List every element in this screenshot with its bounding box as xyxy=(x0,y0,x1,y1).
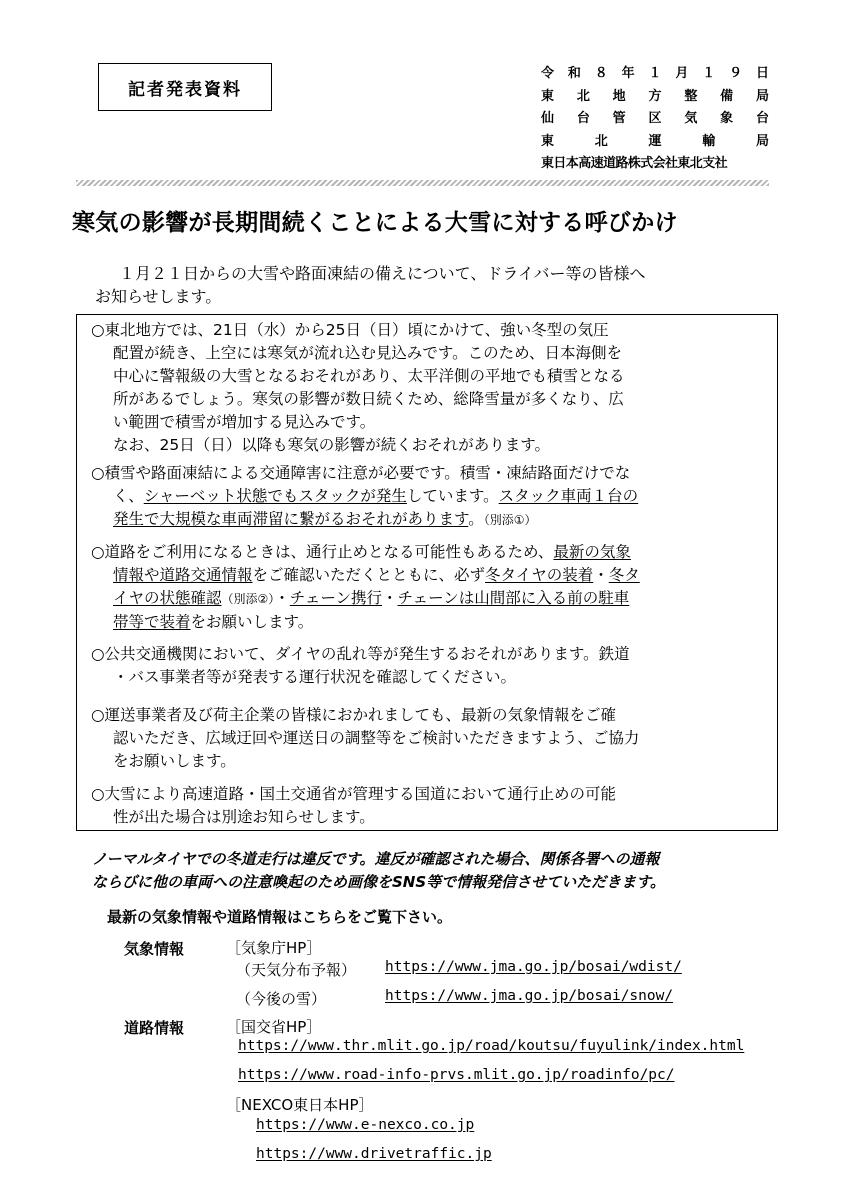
notice-3-emphasis: チェーンは山間部に入る前の駐車 xyxy=(397,589,630,607)
attachment-2-note: （別添②） xyxy=(221,592,275,606)
snow-link[interactable]: https://www.jma.go.jp/bosai/snow/ xyxy=(385,988,674,1004)
notice-1-line-5: い範囲で積雪が増加する見込みです。 xyxy=(113,413,376,431)
notice-2-emphasis-congestion: 発生で大規模な車両滞留に繋がるおそれがあります xyxy=(113,510,469,528)
notice-5-line-2: 認いただき、広域迂回や運送日の調整等をご検討いただきますよう、ご協力 xyxy=(113,729,640,747)
tire-violation-warning xyxy=(92,848,772,894)
notice-4-line-1: ○公共交通機関において、ダイヤの乱れ等が発生するおそれがあります。鉄道 xyxy=(91,645,630,663)
issuer-2: 仙台管区気象台 xyxy=(541,111,769,126)
notice-5-line-1: ○運送事業者及び荷主企業の皆様におかれましても、最新の気象情報をご確 xyxy=(91,706,617,724)
attachment-1-note: （別添①） xyxy=(483,513,537,527)
notice-3-emphasis: 情報や道路交通情報 xyxy=(113,566,253,584)
mlit-roadinfo-link[interactable]: https://www.road-info-prvs.mlit.go.jp/roadinfo/pc/ xyxy=(238,1067,675,1083)
notice-5-line-3: をお願いします。 xyxy=(113,752,236,770)
notice-1-line-1: ○東北地方では、21日（水）から25日（日）頃にかけて、強い冬型の気圧 xyxy=(91,321,609,339)
notice-3-line-2 xyxy=(91,564,781,587)
notice-2-text: しています。 xyxy=(406,487,499,505)
press-release-label: 記者発表資料 xyxy=(128,79,242,100)
intro-text xyxy=(95,262,785,308)
warning-line-1: ノーマルタイヤでの冬道走行は違反です。違反が確認された場合、関係各署への通報 xyxy=(92,850,660,868)
issuer-1: 東北地方整備局 xyxy=(541,88,769,104)
intro-line-2: お知らせします。 xyxy=(95,287,222,306)
notice-3-emphasis-tires: 冬タイヤの装着 xyxy=(485,566,594,584)
notice-item-4 xyxy=(91,643,781,689)
notice-6-line-1: ○大雪により高速道路・国土交通省が管理する国道において通行止めの可能 xyxy=(91,785,617,803)
notice-item-5 xyxy=(91,704,781,773)
notice-3-emphasis: イヤの状態確認 xyxy=(113,589,222,607)
drivetraffic-link[interactable]: https://www.drivetraffic.jp xyxy=(256,1146,492,1162)
notice-3-line-4 xyxy=(91,611,781,634)
notice-3-emphasis: 帯等で装着 xyxy=(113,613,191,631)
nexco-link[interactable]: https://www.e-nexco.co.jp xyxy=(256,1117,475,1133)
intro-line-1: １月２１日からの大雪や路面凍結の備えについて、ドライバー等の皆様へ xyxy=(119,264,646,283)
header-divider xyxy=(76,180,769,186)
wdist-link[interactable]: https://www.jma.go.jp/bosai/wdist/ xyxy=(385,959,682,975)
issuer-block xyxy=(541,63,769,176)
notice-3-text: をご確認いただくとともに、必ず xyxy=(252,566,486,584)
road-info-label: 道路情報 xyxy=(124,1019,185,1037)
notice-item-6 xyxy=(91,783,781,829)
notice-3-emphasis-chains: チェーン携行 xyxy=(289,589,383,607)
press-release-label-box xyxy=(98,63,272,111)
notice-3-line-3 xyxy=(91,587,781,611)
warning-line-2: ならびに他の車両への注意喚起のため画像をSNS等で情報発信させていただきます。 xyxy=(92,873,665,891)
notice-3-text: ・ xyxy=(274,589,290,607)
page-title: 寒気の影響が長期間続くことによる大雪に対する呼びかけ xyxy=(72,210,678,236)
notice-2-text: く、 xyxy=(113,487,144,505)
notice-3-text: ・ xyxy=(382,589,398,607)
weather-info-label: 気象情報 xyxy=(124,940,185,958)
notice-item-2 xyxy=(91,462,781,532)
mlit-hp-label: ［国交省HP］ xyxy=(226,1018,322,1036)
notice-3-text: ○道路をご利用になるときは、通行止めとなる可能性もあるため、 xyxy=(91,543,554,561)
notice-1-line-2: 配置が続き、上空には寒気が流れ込む見込みです。このため、日本海側を xyxy=(113,344,623,362)
release-date: 令和８年１月１９日 xyxy=(541,66,769,81)
notice-2-line-2 xyxy=(91,485,781,508)
issuer-3: 東北運輸局 xyxy=(541,133,769,149)
notice-2-text: 。 xyxy=(468,510,484,528)
notice-1-line-4: 所があるでしょう。寒気の影響が数日続くため、総降雪量が多くなり、広 xyxy=(113,390,624,408)
notice-1-line-3: 中心に警報級の大雪となるおそれがあり、太平洋側の平地でも積雪となる xyxy=(113,367,625,385)
notice-2-line-3 xyxy=(91,508,781,532)
notice-item-3 xyxy=(91,541,781,634)
notice-1-line-6: なお、25日（日）以降も寒気の影響が続くおそれがあります。 xyxy=(113,436,550,454)
notice-2-emphasis-sherbet: シャーベット状態でもスタックが発生 xyxy=(143,487,407,505)
issuer-4: 東日本高速道路株式会社東北支社 xyxy=(541,156,728,171)
snow-label: （今後の雪） xyxy=(236,990,327,1008)
notice-3-text: をお願いします。 xyxy=(190,613,314,631)
notice-2-emphasis-stuck: スタック車両１台の xyxy=(498,487,639,505)
notice-3-line-1 xyxy=(91,541,781,564)
notice-6-line-2: 性が出た場合は別途お知らせします。 xyxy=(113,808,375,826)
notice-3-emphasis: 最新の気象 xyxy=(553,543,631,561)
jma-hp-label: ［気象庁HP］ xyxy=(226,939,322,957)
info-heading: 最新の気象情報や道路情報はこちらをご覧下さい。 xyxy=(107,908,453,926)
wdist-label: （天気分布予報） xyxy=(236,961,357,979)
notice-2-line-1: ○積雪や路面凍結による交通障害に注意が必要です。積雪・凍結路面だけでな xyxy=(91,464,631,482)
notice-3-emphasis: 冬タ xyxy=(608,566,640,584)
mlit-fuyulink-link[interactable]: https://www.thr.mlit.go.jp/road/koutsu/fuyulink/index.html xyxy=(238,1038,745,1054)
nexco-hp-label: ［NEXCO東日本HP］ xyxy=(226,1096,374,1114)
notice-item-1 xyxy=(91,319,781,457)
notice-4-line-2: ・バス事業者等が発表する運行状況を確認してください。 xyxy=(113,668,517,686)
notice-3-text: ・ xyxy=(593,566,609,584)
